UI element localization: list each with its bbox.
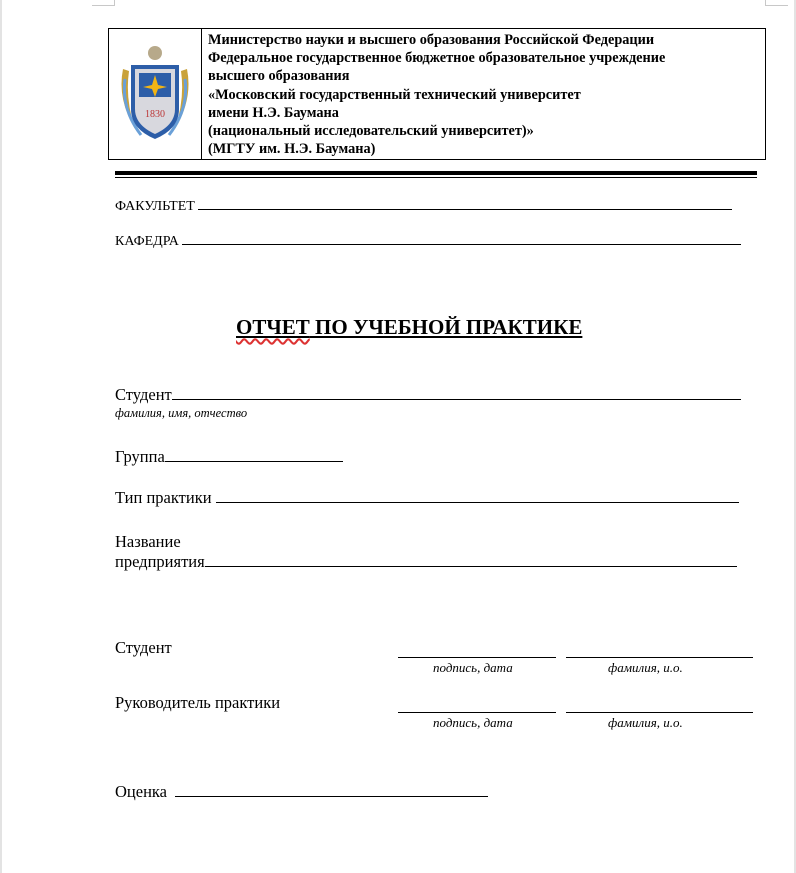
document-title	[236, 315, 582, 340]
student-hint: фамилия, имя, отчество	[115, 406, 248, 420]
student-field[interactable]	[115, 385, 741, 405]
faculty-label: ФАКУЛЬТЕТ	[115, 199, 195, 214]
practice-type-field[interactable]	[115, 488, 739, 508]
company-field[interactable]	[115, 552, 737, 572]
grade-line[interactable]	[175, 795, 488, 797]
sign-hint: подпись, дата	[433, 715, 513, 730]
name-hint: фамилия, и.о.	[608, 715, 683, 730]
student-signature-label: Студент	[115, 638, 172, 657]
header-line: Министерство науки и высшего образования Российской Федерации	[208, 32, 655, 48]
group-field[interactable]	[115, 447, 343, 467]
group-line[interactable]	[165, 460, 343, 462]
grade-field[interactable]	[115, 782, 488, 802]
department-label: КАФЕДРА	[115, 234, 179, 249]
name-hint: фамилия, и.о.	[608, 660, 683, 675]
practice-type-line[interactable]	[216, 501, 739, 503]
group-label: Группа	[115, 447, 165, 466]
header-table	[108, 28, 766, 160]
department-field[interactable]	[115, 234, 741, 250]
crop-mark	[765, 0, 788, 6]
header-line: (МГТУ им. Н.Э. Баумана)	[208, 141, 376, 158]
student-signature-line[interactable]	[398, 657, 556, 658]
page-edge-left	[0, 0, 2, 873]
sign-hint: подпись, дата	[433, 660, 513, 675]
faculty-field[interactable]	[115, 199, 732, 215]
supervisor-name-line[interactable]	[566, 712, 753, 713]
header-text	[208, 31, 665, 158]
company-label-1: Название	[115, 532, 181, 551]
header-line: (национальный исследовательский университет)»	[208, 123, 534, 140]
company-line[interactable]	[205, 565, 737, 567]
grade-label: Оценка	[115, 782, 167, 801]
supervisor-signature-line[interactable]	[398, 712, 556, 713]
student-label: Студент	[115, 385, 172, 404]
crop-mark	[92, 0, 115, 6]
logo-year: 1830	[145, 109, 165, 120]
header-line: «Московский государственный технический университет	[208, 86, 581, 103]
faculty-line[interactable]	[198, 208, 732, 210]
title-word-spellcheck: ОТЧЕТ	[236, 315, 310, 339]
practice-type-label: Тип практики	[115, 488, 212, 507]
header-line: имени Н.Э. Баумана	[208, 104, 339, 121]
university-emblem-logo	[115, 39, 195, 149]
student-name-line[interactable]	[566, 657, 753, 658]
supervisor-signature-label: Руководитель практики	[115, 693, 281, 712]
title-rest: ПО УЧЕБНОЙ ПРАКТИКЕ	[309, 315, 583, 339]
department-line[interactable]	[182, 243, 741, 245]
logo-cell	[109, 29, 202, 159]
header-rule-thin	[115, 177, 757, 178]
header-line: высшего образования	[208, 68, 350, 85]
header-line: Федеральное государственное бюджетное образовательное учреждение	[208, 50, 666, 67]
header-rule-thick	[115, 171, 757, 175]
student-line[interactable]	[172, 398, 741, 400]
company-label-2: предприятия	[115, 552, 205, 571]
